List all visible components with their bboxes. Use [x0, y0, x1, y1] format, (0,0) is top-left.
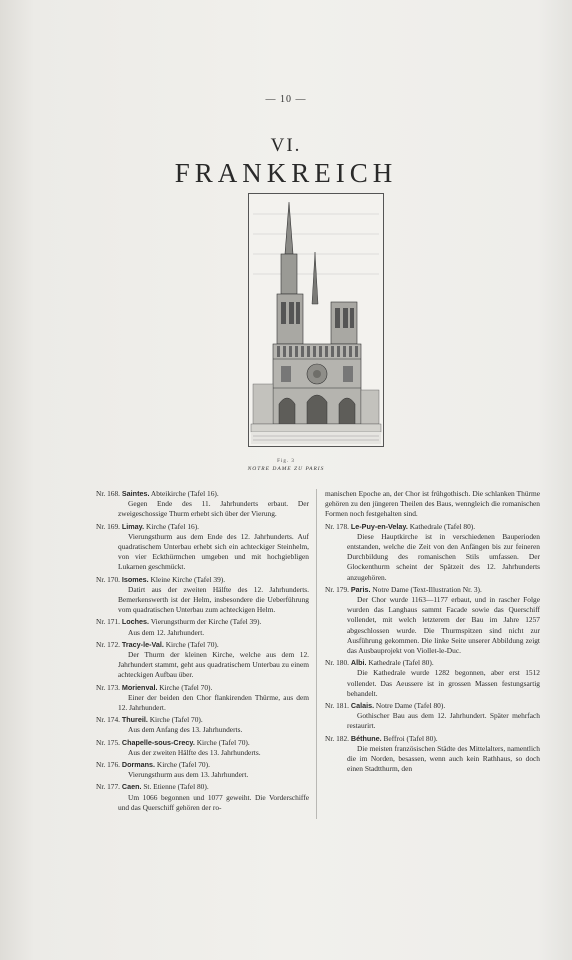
entry-place: Dormans.	[121, 760, 156, 770]
entry-place: Isomes.	[121, 574, 149, 584]
entry	[96, 738, 309, 758]
entry-text: Der Chor wurde 1163—1177 erbaut, und in rascher Folge wurden das Langhaus sammt Facade sowie das Querschiff vollendet, mit welch letzterem der Bau im Jahre 1257 abgeschlossen wurde. Die Thurmspitzen sind nicht zur Ausführung gekommen. Die linke Seite unserer Abbildung zeigt das Ausbauprojekt von Viollet-le-Duc.	[347, 595, 540, 656]
entry-number: Nr. 174.	[96, 715, 121, 725]
figure-title: NOTRE DAME ZU PARIS	[247, 466, 325, 472]
entry	[96, 575, 309, 616]
entry-text: Vierungsthurm aus dem Ende des 12. Jahrhunderts. Auf quadratischem Unterbau erhebt sich ein achteckiger Steinhelm, von vier Eckthürmchen umgeben und mit hochgiebligen Lukarnen geschmückt.	[118, 531, 309, 572]
entry	[96, 683, 309, 714]
entry-text: Einer der beiden den Chor flankirenden Thürme, aus dem 12. Jahrhundert.	[118, 692, 309, 713]
figure-number: Fig. 3	[277, 459, 295, 464]
entry-heading: Beffroi (Tafel 80).	[381, 733, 438, 743]
left-column	[96, 489, 309, 815]
entry-text: Vierungsthurm aus dem 13. Jahrhundert.	[128, 770, 249, 780]
entry-number: Nr. 175.	[96, 737, 121, 747]
entry-text: Um 1066 begonnen und 1077 geweiht. Die Vorderschiffe und das Querschiff gehören der ro-	[118, 792, 309, 812]
entry-place: Tracy-le-Val.	[121, 639, 164, 649]
entry-number: Nr. 181.	[325, 701, 350, 711]
entry	[96, 617, 309, 637]
entry-heading: Kirche (Tafel 70).	[163, 639, 219, 649]
entry-number: Nr. 169.	[96, 521, 121, 531]
entry-number: Nr. 178.	[325, 521, 350, 531]
chapter-number: VI.	[270, 135, 302, 156]
entry-heading: Kirche (Tafel 70).	[155, 760, 210, 770]
entry	[325, 734, 540, 775]
entry-place: Albi.	[350, 658, 367, 668]
entry-place: Béthune.	[350, 733, 382, 743]
cathedral-drawing	[249, 194, 383, 446]
entry-text: Aus dem 12. Jahrhundert.	[128, 627, 205, 637]
page-number: — 10 —	[265, 94, 307, 105]
entry-number: Nr. 173.	[96, 682, 121, 692]
entry-place: Morienval.	[121, 682, 158, 692]
entry-place: Limay.	[121, 521, 145, 531]
entry-number: Nr. 171.	[96, 617, 121, 627]
column-divider	[316, 489, 317, 819]
entry	[325, 658, 540, 699]
entry-heading: Kirche (Tafel 16).	[144, 521, 200, 531]
entry-heading: Kathedrale (Tafel 80).	[407, 521, 476, 531]
notre-dame-illustration	[248, 193, 384, 447]
entry-text: Die Kathedrale wurde 1282 begonnen, aber erst 1512 vollendet. Das Aeussere ist in grossen Massen festungsartig behandelt.	[347, 668, 540, 698]
continuation-text: manischen Epoche an, der Chor ist frühgothisch. Die schlanken Thürme gehören zu den jüngeren Theilen des Baus, wenngleich die romanischen Formen noch festgehalten sind.	[325, 489, 540, 519]
entry-heading: Notre Dame (Tafel 80).	[374, 701, 446, 711]
entry-place: Calais.	[350, 701, 375, 711]
entry	[96, 760, 309, 780]
entry-heading: Notre Dame (Text-Illustration Nr. 3).	[370, 584, 482, 594]
entry	[96, 489, 309, 520]
entry-text: Aus der zweiten Hälfte des 13. Jahrhunderts.	[128, 747, 261, 757]
entry-number: Nr. 179.	[325, 584, 350, 594]
entry-heading: Vierungsthurm der Kirche (Tafel 39).	[149, 617, 262, 627]
entry-heading: St. Etienne (Tafel 80).	[141, 782, 209, 792]
chapter-title: FRANKREICH	[174, 158, 398, 188]
right-column	[325, 489, 540, 776]
entry-number: Nr. 170.	[96, 574, 121, 584]
entry-text: Gothischer Bau aus dem 12. Jahrhundert. Später mehrfach restaurirt.	[347, 711, 540, 731]
entry-place: Saintes.	[121, 489, 150, 498]
entry	[325, 585, 540, 656]
entry-text: Aus dem Anfang des 13. Jahrhunderts.	[128, 725, 243, 735]
entry-number: Nr. 168.	[96, 489, 121, 498]
entry-text: Diese Hauptkirche ist in verschiedenen Bauperioden entstanden, welche die Zeit von den Anfängen bis zur feineren Durchbildung des romanischen Stils umfassen. Der Glockenthurm scheint der Spätzeit des 12. Jahrhunderts anzugehören.	[347, 531, 540, 582]
entry-number: Nr. 182.	[325, 733, 350, 743]
entry-number: Nr. 176.	[96, 760, 121, 770]
entry-place: Loches.	[121, 617, 150, 627]
entry-number: Nr. 177.	[96, 782, 121, 792]
entry	[96, 522, 309, 573]
entry	[96, 715, 309, 735]
entry-text: Die meisten französischen Städte des Mittelalters, namentlich die im Norden, besassen, wenn auch kein Rathhaus, so doch einen Stadtthurm, den	[347, 743, 540, 774]
entry-continuation	[325, 489, 540, 520]
entry-heading: Abteikirche (Tafel 16).	[149, 489, 219, 498]
entry-number: Nr. 172.	[96, 639, 121, 649]
entry-text: Der Thurm der kleinen Kirche, welche aus dem 12. Jahrhundert stammt, geht aus quadratischem Unterbau zu einem achteckigen Aufbau über.	[118, 650, 309, 680]
entry-place: Caen.	[121, 782, 142, 792]
entry-number: Nr. 180.	[325, 658, 350, 668]
entry-heading: Kirche (Tafel 70).	[147, 715, 203, 725]
entry	[96, 640, 309, 681]
entry-text: Datirt aus der zweiten Hälfte des 12. Jahrhunderts. Bemerkenswerth ist der Helm, insbesondere die Ueberführung vom quadratischen Unterbau zum achteckigen Helm.	[118, 584, 309, 615]
entry-heading: Kirche (Tafel 70).	[194, 737, 250, 747]
entry-text: Gegen Ende des 11. Jahrhunderts erbaut. Der zweigeschossige Thurm erhebt sich über der Vierung.	[118, 499, 309, 519]
entry-place: Thureil.	[121, 715, 148, 725]
entry-place: Le-Puy-en-Velay.	[350, 521, 408, 531]
entry-heading: Kirche (Tafel 70).	[157, 682, 213, 692]
entry	[325, 522, 540, 583]
entry-place: Chapelle-sous-Crecy.	[121, 737, 195, 747]
entry-heading: Kleine Kirche (Tafel 39).	[148, 574, 226, 584]
entry	[96, 782, 309, 813]
entry	[325, 701, 540, 732]
entry-place: Paris.	[350, 584, 371, 594]
entry-heading: Kathedrale (Tafel 80).	[366, 658, 434, 668]
